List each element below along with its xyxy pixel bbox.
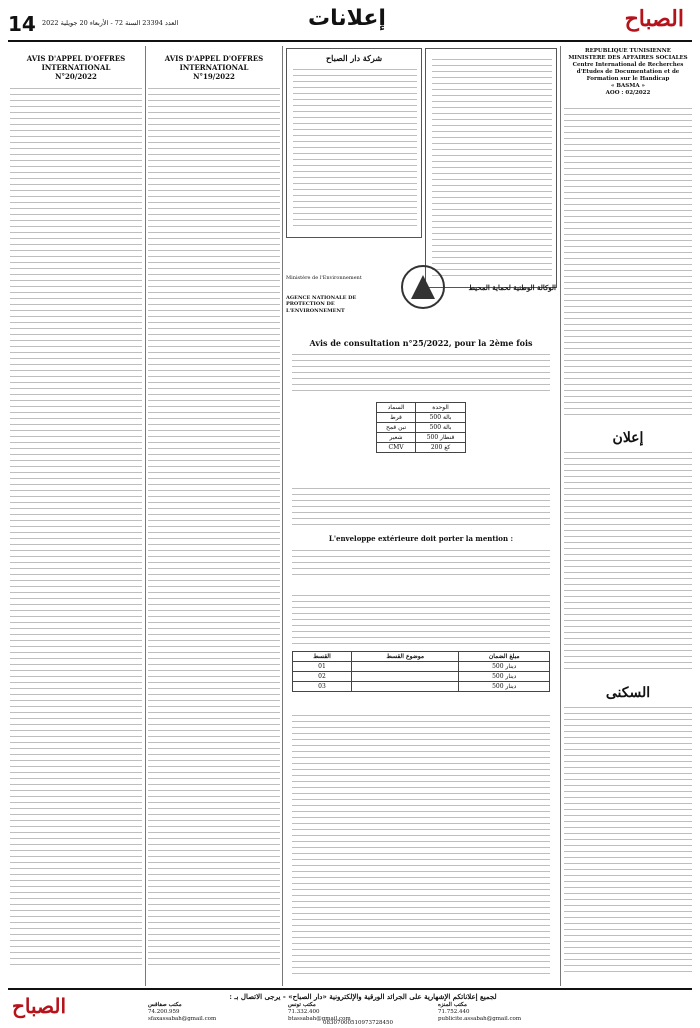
feed-table [376, 402, 466, 453]
arabic-agency-label: الوكالة الوطنية لحماية المحيط [468, 283, 556, 292]
envelope-title: L'enveloppe extérieure doit porter la mention : [328, 534, 514, 543]
table-row [377, 403, 466, 413]
email-3: sfaxassabah@gmail.com [148, 1016, 217, 1022]
header-rule [8, 40, 692, 42]
ad-number: N°20/2022 [55, 72, 97, 81]
email-1: publicite.assabah@gmail.com [438, 1016, 522, 1022]
company-ad-title: شركة دار الصباح [325, 53, 383, 63]
table-header: مبلغ الضمان [459, 652, 550, 662]
residences-ad [564, 685, 692, 983]
table-cell: CMV [377, 443, 416, 453]
table-cell: 01 [293, 662, 352, 672]
table-header: القسط [293, 652, 352, 662]
anpe-logo-icon [401, 265, 445, 309]
table-header: موضوع القسط [352, 652, 459, 662]
table-cell: 02 [293, 672, 352, 682]
table-cell [352, 672, 459, 682]
republic-label: REPUBLIQUE TUNISIENNE [585, 48, 671, 54]
table-cell: 500 بالة [416, 413, 466, 423]
ad-title: AVIS D'APPEL D'OFFRES [164, 54, 264, 63]
office-2-title: مكتب تونس [288, 1002, 316, 1008]
avis-appel-doffres-column-2 [148, 48, 280, 983]
office-3-phone: 74.200.959 [148, 1009, 180, 1015]
page-number: 14 [8, 12, 36, 36]
column-rule [145, 46, 146, 986]
column-rule [282, 46, 283, 986]
ministry-label: MINISTERE DES AFFAIRES SOCIALES [568, 55, 688, 61]
ad-subtitle: INTERNATIONAL [41, 63, 111, 72]
aoo-label: AOO : 02/2022 [605, 90, 651, 96]
footer-logo: الصباح [12, 994, 67, 1018]
footer [8, 990, 692, 1026]
announcement-title: إعلان [612, 430, 644, 446]
republique-ad [564, 48, 692, 428]
table-row [377, 413, 466, 423]
table-cell: الوحدة [416, 403, 466, 413]
office-2-phone: 71.332.400 [288, 1009, 320, 1015]
footer-headline: لجميع إعلاناتكم الإشهارية على الجرائد الورقية والإلكترونية «دار الصباح» - يرجى الاتصال بـ : [229, 992, 497, 1001]
announcement-ad [564, 430, 692, 680]
table-row [377, 433, 466, 443]
agency-label: AGENCE NATIONALE DE PROTECTION DE L'ENVIRONNEMENT [286, 295, 357, 314]
table-cell: 500 دينار [459, 682, 550, 692]
table-cell: 500 دينار [459, 672, 550, 682]
basma-label: « BASMA » [611, 83, 645, 89]
centre-label: Centre International de Recherches d'Etudes de Documentation et de Formation sur le Handicap [572, 62, 684, 82]
company-ad [286, 48, 422, 238]
column-rule [560, 46, 561, 986]
issue-line: العدد 23394 السنة 72 - الأربعاء 20 جويلية 2022 [42, 19, 179, 27]
bank-line: 08307000510973728450 [323, 1020, 393, 1026]
table-row [293, 662, 550, 672]
email-2: btassabah@gmail.com [288, 1016, 351, 1022]
table-cell [352, 682, 459, 692]
table-cell: شعير [377, 433, 416, 443]
tuneps-ad [286, 595, 556, 985]
residences-title: السكنى [605, 685, 651, 701]
table-row [377, 443, 466, 453]
table-cell: 500 بالة [416, 423, 466, 433]
section-title: إعلانات [308, 6, 386, 31]
table-cell [352, 662, 459, 672]
table-cell: 03 [293, 682, 352, 692]
table-cell: 200 كغ [416, 443, 466, 453]
consultation-title: Avis de consultation n°25/2022, pour la 2ème fois [309, 338, 533, 348]
tuneps-table [292, 651, 550, 692]
office-1-title: مكتب المنزه [438, 1002, 467, 1008]
office-1 [438, 1002, 568, 1023]
table-cell: 500 قنطار [416, 433, 466, 443]
ad-title: AVIS D'APPEL D'OFFRES [26, 54, 126, 63]
table-cell: تبن قمح [377, 423, 416, 433]
masthead-logo: الصباح [624, 6, 684, 32]
office-3 [148, 1002, 278, 1023]
office-1-phone: 71.752.440 [438, 1009, 470, 1015]
anpe-consultation [286, 338, 556, 588]
table-row [293, 682, 550, 692]
avis-appel-doffres-column-1 [10, 48, 142, 983]
table-row [293, 672, 550, 682]
table-cell: السماد [377, 403, 416, 413]
office-3-title: مكتب صفاقس [148, 1002, 182, 1008]
table-cell: 500 دينار [459, 662, 550, 672]
table-cell: قرط [377, 413, 416, 423]
table-row [377, 423, 466, 433]
ad-number: N°19/2022 [193, 72, 235, 81]
page-header [8, 8, 692, 38]
anpe-header [286, 245, 556, 335]
ad-subtitle: INTERNATIONAL [179, 63, 249, 72]
ministry-label: Ministère de l'Environnement [286, 275, 362, 281]
